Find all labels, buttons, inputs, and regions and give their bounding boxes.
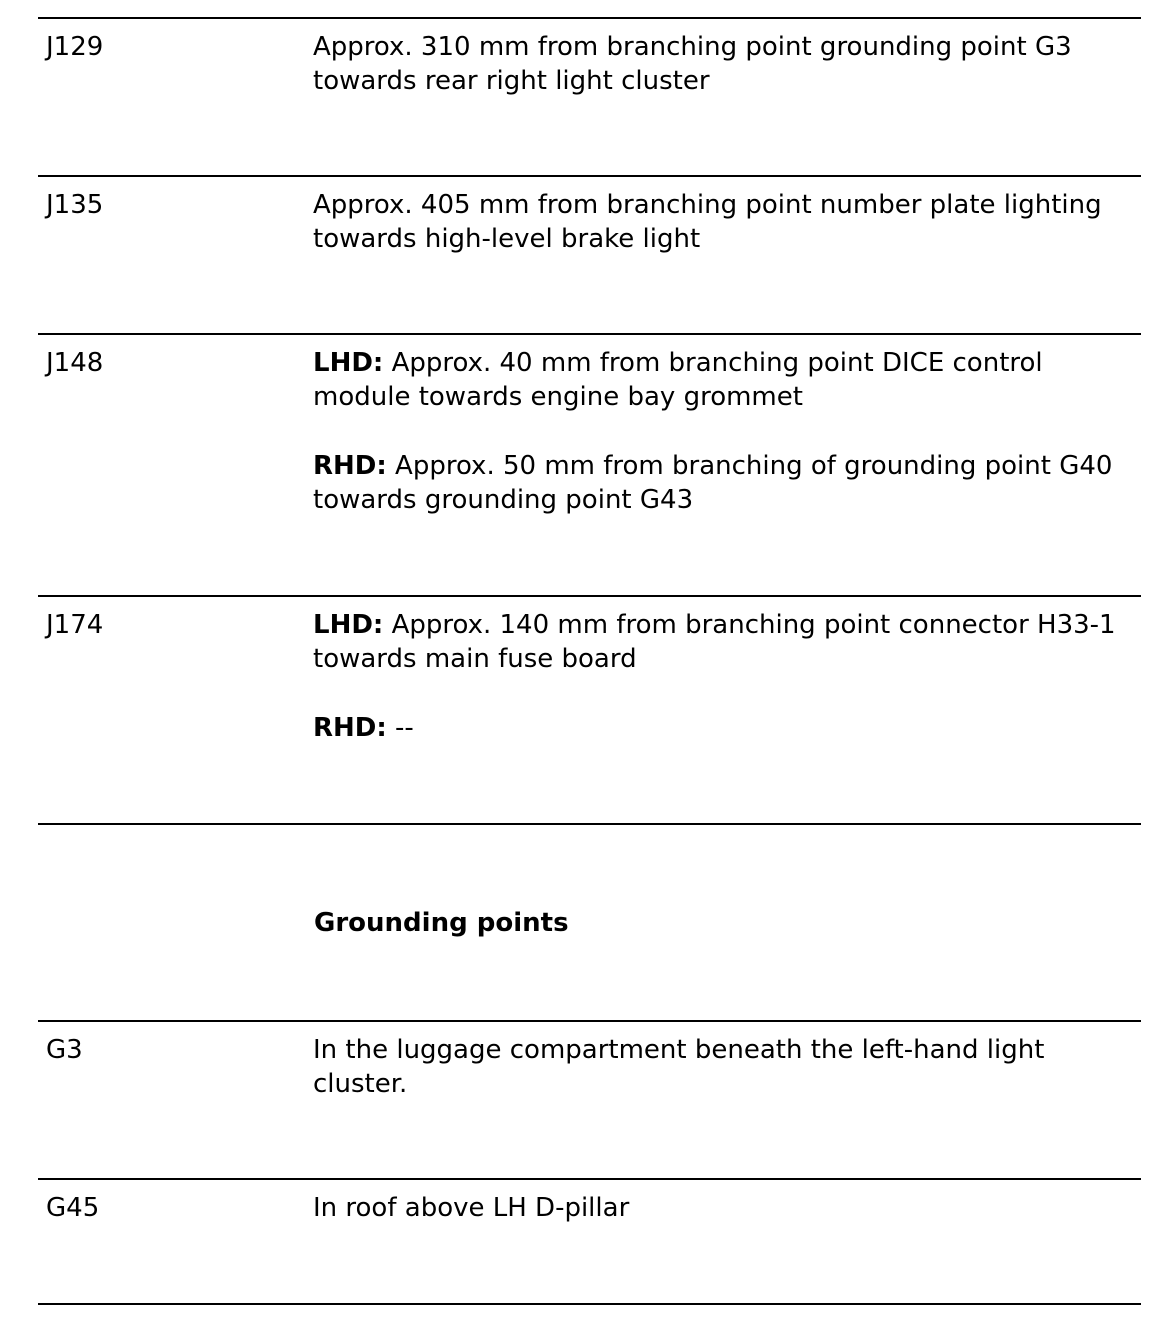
table-rule <box>38 17 1141 19</box>
description-text: Approx. 310 mm from branching point grounding point G3 towards rear right light cluster <box>313 32 1072 96</box>
rhd-label: RHD: <box>313 451 387 481</box>
description-line <box>313 30 1133 98</box>
table-rule <box>38 1178 1141 1180</box>
section-heading-grounding-points: Grounding points <box>314 908 569 938</box>
description-line <box>313 188 1133 256</box>
row-code-j135: J135 <box>46 190 104 220</box>
row-description-j129 <box>313 30 1133 98</box>
description-line-rhd <box>313 449 1133 517</box>
description-text: Approx. 40 mm from branching point DICE control module towards engine bay grommet <box>313 348 1043 412</box>
row-code-g3: G3 <box>46 1035 83 1065</box>
table-rule <box>38 1020 1141 1022</box>
description-text: Approx. 405 mm from branching point number plate lighting towards high-level brake light <box>313 190 1102 254</box>
row-code-j174: J174 <box>46 610 104 640</box>
description-line <box>313 1033 1133 1101</box>
description-text: -- <box>395 713 414 743</box>
table-rule <box>38 175 1141 177</box>
row-description-j135 <box>313 188 1133 256</box>
row-description-j148 <box>313 346 1133 517</box>
row-description-g3 <box>313 1033 1133 1101</box>
lhd-label: LHD: <box>313 348 384 378</box>
row-code-j148: J148 <box>46 348 104 378</box>
table-rule <box>38 1303 1141 1305</box>
table-rule <box>38 333 1141 335</box>
description-line <box>313 1191 1133 1225</box>
description-line-lhd <box>313 346 1133 414</box>
rhd-label: RHD: <box>313 713 387 743</box>
row-description-g45 <box>313 1191 1133 1225</box>
row-code-j129: J129 <box>46 32 104 62</box>
row-code-g45: G45 <box>46 1193 100 1223</box>
description-text: Approx. 50 mm from branching of grounding point G40 towards grounding point G43 <box>313 451 1113 515</box>
table-rule <box>38 823 1141 825</box>
description-text: Approx. 140 mm from branching point connector H33-1 towards main fuse board <box>313 610 1116 674</box>
description-text: In roof above LH D-pillar <box>313 1193 630 1223</box>
table-rule <box>38 595 1141 597</box>
description-line-rhd <box>313 711 1133 745</box>
description-line-lhd <box>313 608 1133 676</box>
lhd-label: LHD: <box>313 610 384 640</box>
description-text: In the luggage compartment beneath the left-hand light cluster. <box>313 1035 1045 1099</box>
row-description-j174 <box>313 608 1133 745</box>
